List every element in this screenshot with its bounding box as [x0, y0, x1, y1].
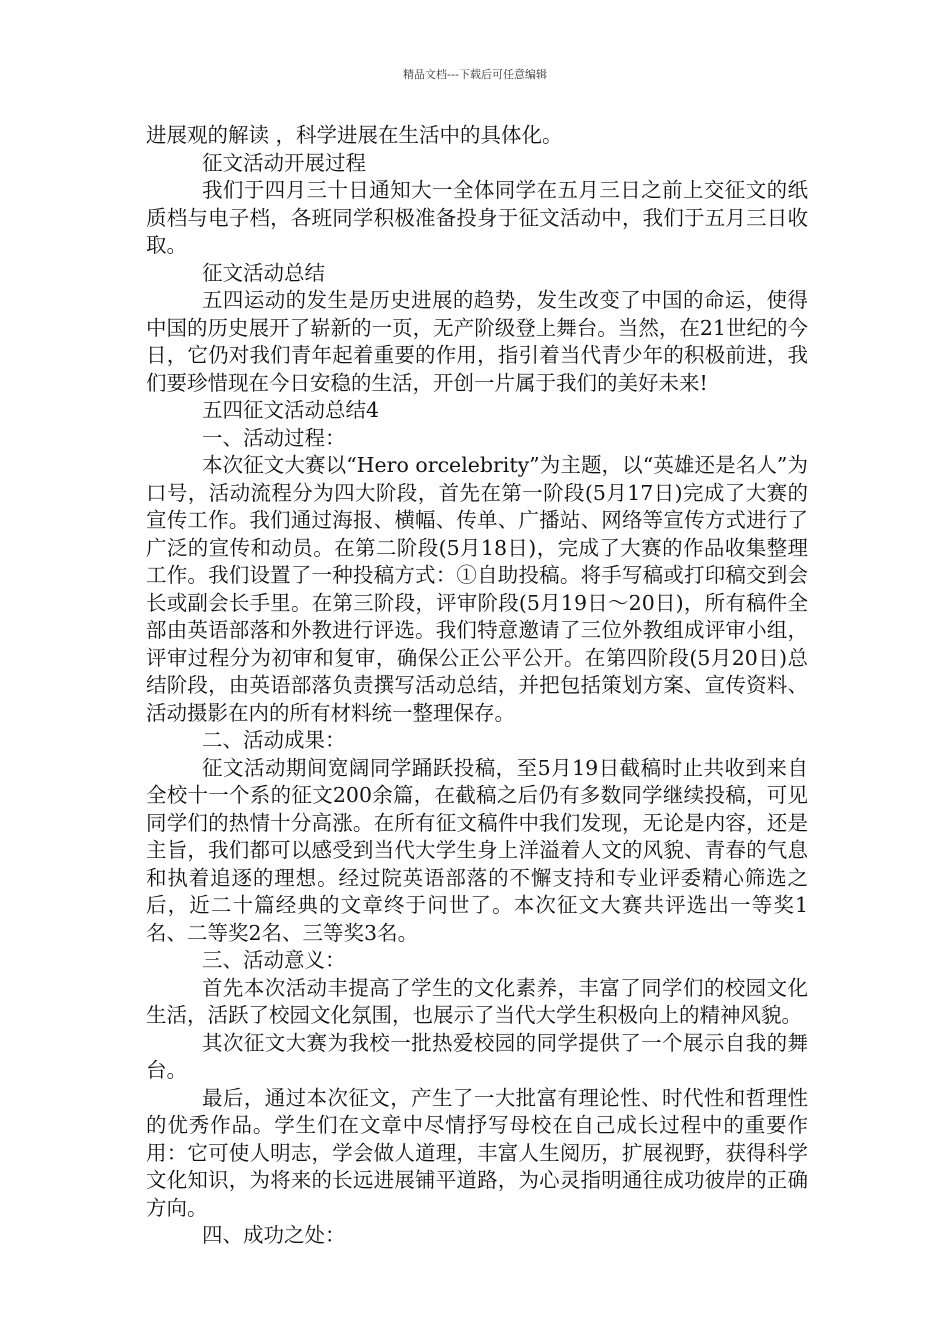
paragraph: 我们于四月三十日通知大一全体同学在五月三日之前上交征文的纸质档与电子档，各班同学积极准备投身于征文活动中，我们于五月三日收取。 — [146, 178, 808, 257]
paragraph: 首先本次活动丰提高了学生的文化素养，丰富了同学们的校园文化生活，活跃了校园文化氛围，也展示了当代大学生积极向上的精神风貌。 — [146, 975, 808, 1027]
section-heading: 四、成功之处： — [202, 1223, 346, 1247]
paragraph: 五四运动的发生是历史进展的趋势，发生改变了中国的命运，使得中国的历史展开了崭新的一页，无产阶级登上舞台。当然，在21世纪的今日，它仍对我们青年起着重要的作用，指引着当代青少年的积极前进，我们要珍惜现在今日安稳的生活，开创一片属于我们的美好未来! — [146, 288, 808, 395]
paragraph: 进展观的解读 ，科学进展在生活中的具体化。 — [146, 123, 563, 147]
paragraph: 最后，通过本次征文，产生了一大批富有理论性、时代性和哲理性的优秀作品。学生们在文章中尽情抒写母校在自己成长过程中的重要作用：它可使人明志，学会做人道理，丰富人生阅历，扩展视野，获得科学文化知识，为将来的长远进展铺平道路，为心灵指明通往成功彼岸的正确方向。 — [146, 1085, 808, 1220]
section-heading: 征文活动开展过程 — [202, 150, 366, 175]
document-body — [146, 122, 808, 1250]
section-heading: 一、活动过程： — [202, 425, 346, 450]
section-heading: 二、活动成果： — [202, 728, 346, 752]
section-heading: 征文活动总结 — [202, 260, 325, 285]
section-heading: 三、活动意义： — [202, 948, 346, 972]
document-title: 五四征文活动总结4 — [202, 398, 380, 422]
paragraph: 本次征文大赛以“Hero orcelebrity”为主题，以“英雄还是名人”为口号，活动流程分为四大阶段，首先在第一阶段(5月17日)完成了大赛的宣传工作。我们通过海报、横幅、传单、广播站、网络等宣传方式进行了广泛的宣传和动员。在第二阶段(5月18日)，完成了大赛的作品收集整理工作。我们设置了一种投稿方式：①自助投稿。将手写稿或打印稿交到会长或副会长手里。在第三阶段，评审阶段(5月19日～20日)，所有稿件全部由英语部落和外教进行评选。我们特意邀请了三位外教组成评审小组，评审过程分为初审和复审，确保公正公平公开。在第四阶段(5月20日)总结阶段，由英语部落负责撰写活动总结，并把包括策划方案、宣传资料、活动摄影在内的所有材料统一整理保存。 — [146, 453, 808, 725]
paragraph: 其次征文大赛为我校一批热爱校园的同学提供了一个展示自我的舞台。 — [146, 1030, 808, 1082]
page-header: 精品文档---下载后可任意编辑 — [403, 68, 547, 81]
paragraph: 征文活动期间宽阔同学踊跃投稿，至5月19日截稿时止共收到来自全校十一个系的征文200余篇，在截稿之后仍有多数同学继续投稿，可见同学们的热情十分高涨。在所有征文稿件中我们发现，无论是内容，还是主旨，我们都可以感受到当代大学生身上洋溢着人文的风貌、青春的气息和执着追逐的理想。经过院英语部落的不懈支持和专业评委精心筛选之后，近二十篇经典的文章终于问世了。本次征文大赛共评选出一等奖1名、二等奖2名、三等奖3名。 — [146, 755, 808, 945]
